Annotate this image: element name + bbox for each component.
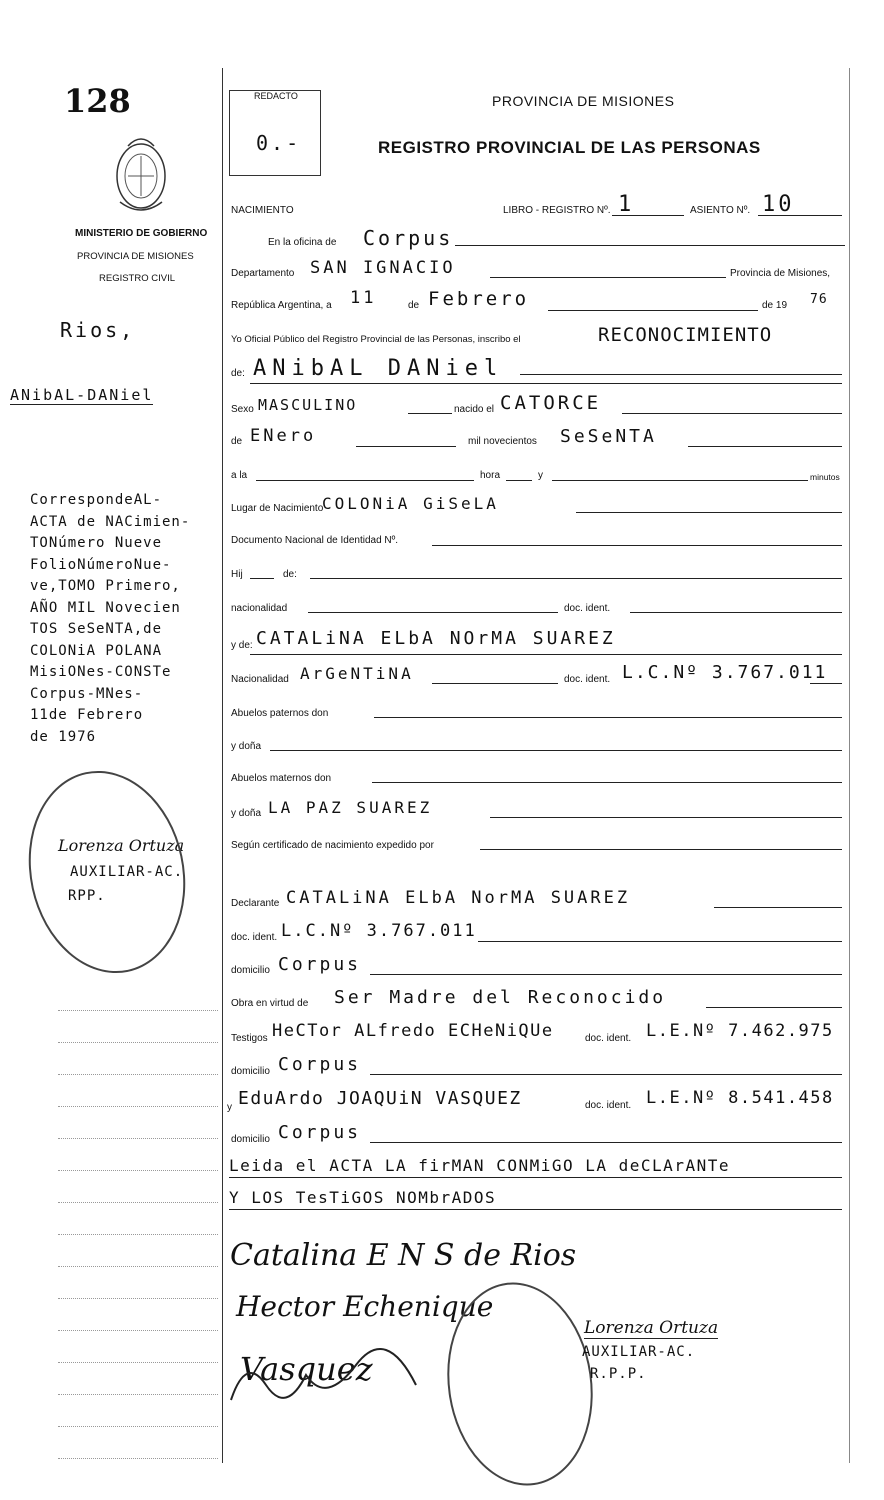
de-label-2: de: bbox=[231, 368, 245, 379]
margin-note-line: ACTA de NACimien- bbox=[30, 513, 191, 530]
doc-ident-label-3: doc. ident. bbox=[231, 932, 278, 943]
declarante-doc: L.C.Nº 3.767.011 bbox=[281, 921, 477, 941]
year-prefix: de 19 bbox=[762, 300, 788, 311]
margin-note-line: de 1976 bbox=[30, 728, 97, 745]
domicilio-label-3: domicilio bbox=[231, 1134, 270, 1145]
libro-value: 1 bbox=[618, 192, 635, 217]
closing-line-2: Y LOS TesTiGOS NOMbrADOS bbox=[229, 1188, 497, 1207]
sexo-label: Sexo bbox=[231, 404, 254, 415]
signature-declarante: Catalina E N S de Rios bbox=[230, 1238, 577, 1273]
oficial-text: Yo Oficial Público del Registro Provincial de las Personas, inscribo el bbox=[231, 334, 521, 345]
margin-note-line: FolioNúmeroNue- bbox=[30, 556, 172, 573]
right-rule bbox=[849, 68, 850, 1463]
civil-registry-label: REGISTRO CIVIL bbox=[99, 273, 176, 284]
margin-note-line: COLONiA POLANA bbox=[30, 642, 163, 659]
testigo1-name: HeCTor ALfredo ECHeNiQUe bbox=[272, 1021, 554, 1041]
nacionalidad-label-2: Nacionalidad bbox=[231, 674, 289, 685]
year-suffix: 76 bbox=[810, 292, 828, 307]
nacido-label: nacido el bbox=[454, 404, 495, 415]
margin-note-line: 11de Febrero bbox=[30, 707, 144, 723]
y-label: y bbox=[538, 470, 543, 481]
certificado-label: Según certificado de nacimiento expedido por bbox=[231, 840, 434, 851]
registry-title: REGISTRO PROVINCIAL DE LAS PERSONAS bbox=[378, 138, 761, 157]
act-type: RECONOCIMIENTO bbox=[598, 324, 773, 346]
dni-label: Documento Nacional de Identidad Nº. bbox=[231, 535, 399, 546]
margin-rule bbox=[222, 68, 223, 1463]
signature-scribble-icon bbox=[226, 1345, 436, 1415]
departamento-value: SAN IGNACIO bbox=[310, 258, 456, 278]
margin-note bbox=[30, 490, 190, 748]
doc-ident-label-2: doc. ident. bbox=[564, 674, 611, 685]
lugar-label: Lugar de Nacimiento bbox=[231, 503, 324, 514]
testigo2-doc: L.E.Nº 8.541.458 bbox=[646, 1088, 834, 1108]
domicilio-value: Corpus bbox=[278, 954, 362, 975]
testigo2-domicilio: Corpus bbox=[278, 1122, 362, 1143]
maternal-grandmother: LA PAZ SUAREZ bbox=[268, 798, 433, 817]
provincia-suffix: Provincia de Misiones, bbox=[730, 268, 831, 279]
margin-note-line: TONúmero Nueve bbox=[30, 535, 163, 551]
declarante-value: CATALiNA ELbA NorMA SUAREZ bbox=[286, 888, 631, 908]
obra-value: Ser Madre del Reconocido bbox=[334, 987, 667, 1008]
y-dona-label: y doña bbox=[231, 741, 262, 752]
testigo2-name: EduArdo JOAQUiN VASQUEZ bbox=[238, 1088, 522, 1109]
month-value: Febrero bbox=[428, 288, 530, 310]
y-dona-label-2: y doña bbox=[231, 808, 262, 819]
y-de-label: y de: bbox=[231, 640, 253, 651]
margin-note-line: MisiONes-CONSTe bbox=[30, 664, 172, 680]
declarante-label: Declarante bbox=[231, 898, 280, 909]
mother-nationality: ArGeNTiNA bbox=[300, 664, 414, 683]
margin-signature: Lorenza Ortuza bbox=[58, 836, 185, 855]
margin-note-line: ve,TOMO Primero, bbox=[30, 578, 181, 594]
hij-label: Hij bbox=[231, 569, 243, 580]
signature-official-title: AUXILIAR-AC. bbox=[582, 1344, 696, 1360]
obra-label: Obra en virtud de bbox=[231, 998, 309, 1009]
section-label: NACIMIENTO bbox=[231, 205, 294, 216]
margin-note-line: Corpus-MNes- bbox=[30, 685, 144, 702]
hora-label: hora bbox=[480, 470, 501, 481]
margin-note-line: AÑO MIL Novecien bbox=[30, 599, 181, 616]
registry-stamp-icon bbox=[10, 756, 203, 988]
mil-label: mil novecientos bbox=[468, 436, 537, 447]
lugar-value: COLONiA GiSeLA bbox=[322, 494, 499, 513]
province-title: PROVINCIA DE MISIONES bbox=[492, 93, 675, 109]
doc-ident-label-4: doc. ident. bbox=[585, 1033, 632, 1044]
signature-official: Lorenza Ortuza bbox=[584, 1318, 719, 1338]
signature-testigo-1: Hector Echenique bbox=[236, 1290, 494, 1323]
margin-signature-org: RPP. bbox=[68, 888, 106, 904]
margin-surname: Rios, bbox=[60, 318, 136, 342]
child-name: ANibAL DANiel bbox=[253, 356, 504, 381]
asiento-label: ASIENTO Nº. bbox=[690, 205, 751, 216]
mother-doc: L.C.Nº 3.767.011 bbox=[622, 662, 828, 683]
sexo-value: MASCULINO bbox=[258, 396, 358, 414]
redacto-label: REDACTO bbox=[254, 91, 298, 101]
oficina-label: En la oficina de bbox=[268, 237, 337, 248]
y-label-2: y bbox=[227, 1102, 232, 1113]
a-la-label: a la bbox=[231, 470, 248, 481]
day-value: 11 bbox=[350, 288, 377, 308]
page-number: 128 bbox=[64, 82, 131, 120]
redacto-box bbox=[229, 90, 321, 176]
margin-signature-title: AUXILIAR-AC. bbox=[70, 864, 184, 880]
nacionalidad-label: nacionalidad bbox=[231, 603, 288, 614]
domicilio-label-2: domicilio bbox=[231, 1066, 270, 1077]
abuelos-paternos-label: Abuelos paternos don bbox=[231, 708, 329, 719]
abuelos-maternos-label: Abuelos maternos don bbox=[231, 773, 332, 784]
testigos-label: Testigos bbox=[231, 1033, 268, 1044]
de-label-4: de: bbox=[283, 569, 297, 580]
birth-year: SeSeNTA bbox=[560, 426, 657, 447]
de-label-3: de bbox=[231, 436, 243, 447]
minutos-label: minutos bbox=[810, 472, 840, 482]
ministry-province: PROVINCIA DE MISIONES bbox=[77, 251, 194, 262]
redacto-value: 0.- bbox=[256, 131, 302, 155]
birth-day: CATORCE bbox=[500, 392, 602, 414]
testigo1-doc: L.E.Nº 7.462.975 bbox=[646, 1021, 834, 1041]
mother-name: CATALiNA ELbA NOrMA SUAREZ bbox=[256, 628, 616, 649]
margin-note-line: TOS SeSeNTA,de bbox=[30, 621, 163, 637]
testigo1-domicilio: Corpus bbox=[278, 1054, 362, 1075]
oficina-value: Corpus bbox=[363, 226, 454, 250]
margin-given-names: ANibAL-DANiel bbox=[10, 386, 154, 404]
libro-label: LIBRO - REGISTRO Nº. bbox=[503, 205, 611, 216]
margin-note-line: CorrespondeAL- bbox=[30, 492, 163, 508]
domicilio-label: domicilio bbox=[231, 965, 270, 976]
coat-of-arms-icon bbox=[108, 132, 174, 216]
republica-label: República Argentina, a bbox=[231, 300, 332, 311]
signature-testigo-2: Vasquez bbox=[240, 1350, 373, 1388]
signature-official-org: R.P.P. bbox=[590, 1366, 647, 1382]
departamento-label: Departamento bbox=[231, 268, 295, 279]
doc-ident-label: doc. ident. bbox=[564, 603, 611, 614]
asiento-value: 10 bbox=[762, 192, 795, 217]
birth-month: ENero bbox=[250, 426, 317, 446]
ministry-label: MINISTERIO DE GOBIERNO bbox=[75, 228, 208, 239]
closing-line-1: Leida el ACTA LA firMAN CONMiGO LA deCLArANTe bbox=[229, 1156, 730, 1175]
de-label: de bbox=[408, 300, 420, 311]
doc-ident-label-5: doc. ident. bbox=[585, 1100, 632, 1111]
